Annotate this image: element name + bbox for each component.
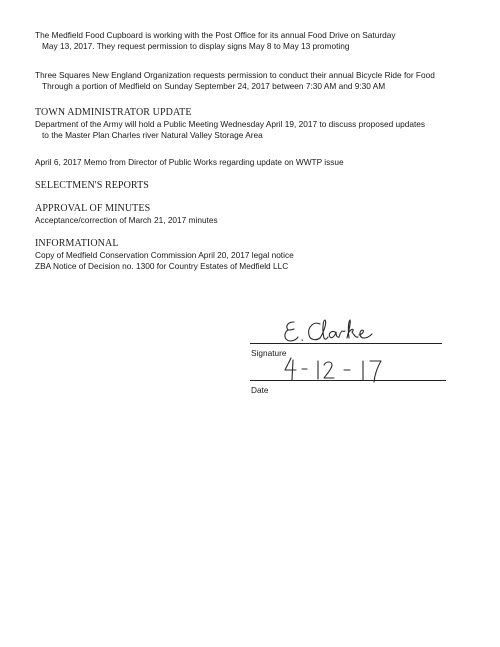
minutes-item: Acceptance/correction of March 21, 2017 minutes [35, 215, 218, 225]
town-admin-heading: TOWN ADMINISTRATOR UPDATE [35, 107, 192, 118]
wwtp-memo-item: April 6, 2017 Memo from Director of Public Works regarding update on WWTP issue [35, 157, 344, 167]
signature-line [250, 343, 442, 344]
army-meeting-item [35, 119, 475, 141]
conservation-notice-item: Copy of Medfield Conservation Commission April 20, 2017 legal notice [35, 250, 294, 260]
army-meeting-line-2: to the Master Plan Charles river Natural Valley Storage Area [42, 130, 263, 140]
bicycle-ride-item [35, 70, 475, 92]
date-label: Date [251, 385, 269, 395]
army-meeting-line-1: Department of the Army will hold a Public Meeting Wednesday April 19, 2017 to discuss proposed updates [35, 119, 426, 129]
zba-notice-item: ZBA Notice of Decision no. 1300 for Country Estates of Medfield LLC [35, 261, 289, 271]
selectmen-reports-heading: SELECTMEN'S REPORTS [35, 180, 149, 191]
bicycle-ride-line-2: Through a portion of Medfield on Sunday September 24, 2017 between 7:30 AM and 9:30 AM [42, 81, 386, 91]
bicycle-ride-line-1: Three Squares New England Organization requests permission to conduct their annual Bicycle Ride for Food [35, 70, 435, 80]
signature-label: Signature [251, 348, 287, 358]
food-drive-line-2: May 13, 2017. They request permission to display signs May 8 to May 13 promoting [42, 41, 350, 51]
food-drive-line-1: The Medfield Food Cupboard is working with the Post Office for its annual Food Drive on Saturday [35, 30, 396, 40]
approval-minutes-heading: APPROVAL OF MINUTES [35, 203, 151, 214]
informational-heading: INFORMATIONAL [35, 238, 119, 249]
date-line [250, 380, 446, 381]
informational-items [35, 250, 475, 272]
food-drive-item [35, 30, 475, 52]
